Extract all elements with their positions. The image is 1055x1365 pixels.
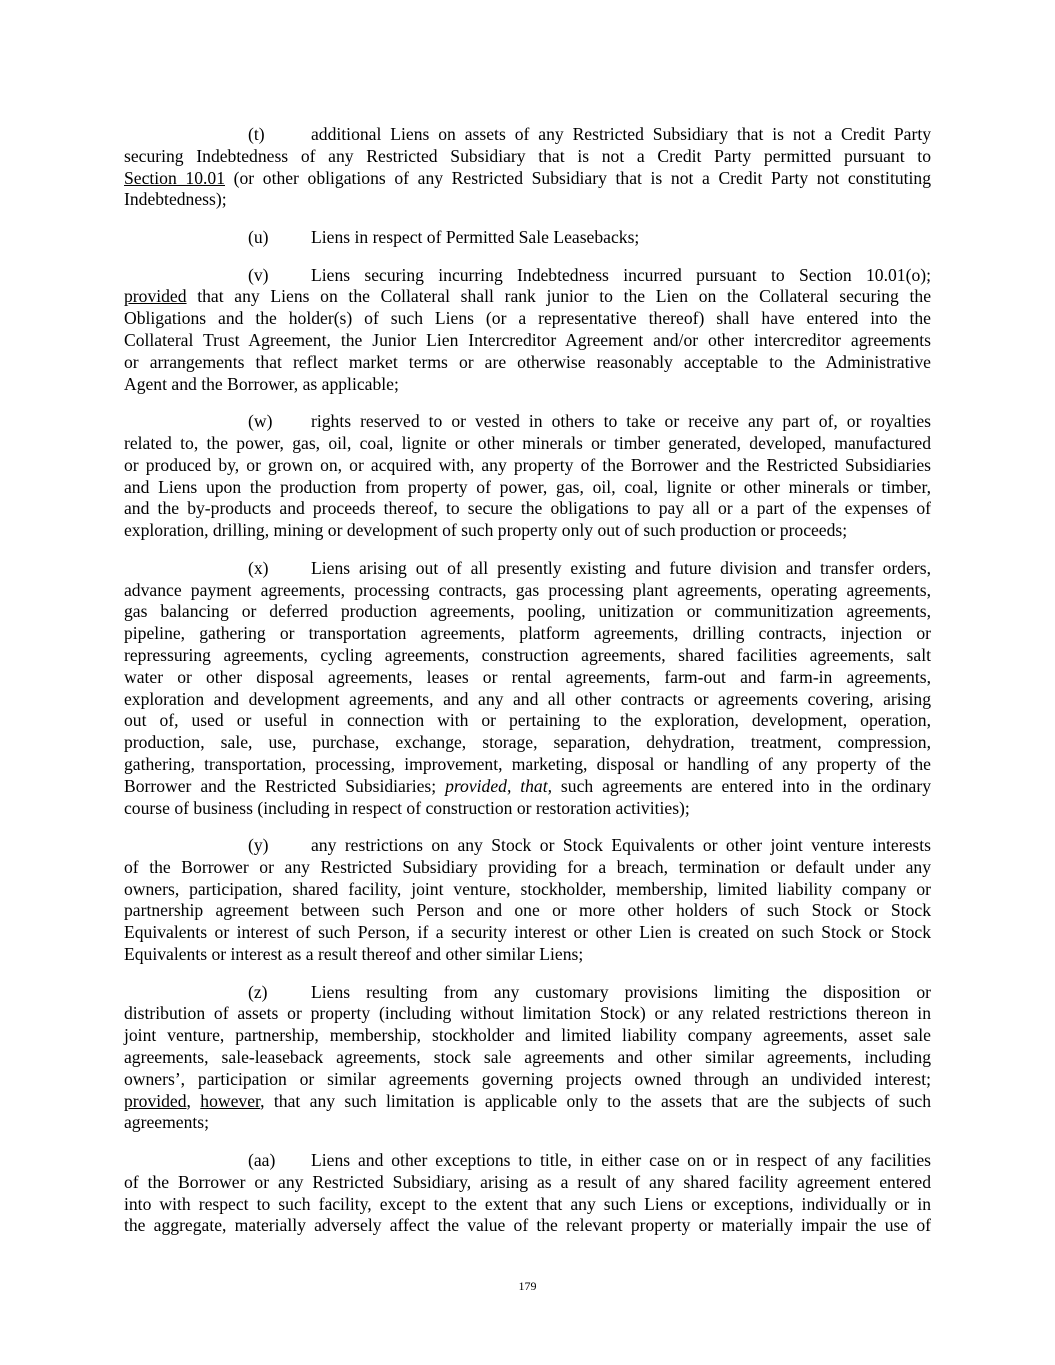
text-segment: course of business (including in respect of construction or restoration activities); bbox=[124, 797, 690, 818]
text-line bbox=[124, 835, 931, 857]
clause-label: (v) bbox=[248, 264, 269, 285]
text-line bbox=[124, 498, 931, 520]
text-segment: of the Borrower or any Restricted Subsidiary, arising as a result of any shared facility agreement entered bbox=[124, 1171, 931, 1192]
text-segment: water or other disposal agreements, leases or rental agreements, farm-out and farm-in agreements, bbox=[124, 666, 931, 687]
text-segment: or arrangements that reflect market terms or are otherwise reasonably acceptable to the Administrative bbox=[124, 351, 931, 372]
clause-paragraph bbox=[124, 982, 931, 1135]
clause-label: (t) bbox=[248, 124, 265, 144]
clause-label: (aa) bbox=[248, 1150, 276, 1171]
text-line bbox=[124, 455, 931, 477]
clause-paragraph bbox=[124, 411, 931, 542]
text-line bbox=[124, 623, 931, 645]
text-line bbox=[124, 1025, 931, 1047]
text-line bbox=[124, 732, 931, 754]
text-line bbox=[124, 879, 931, 901]
text-line bbox=[124, 124, 931, 146]
text-segment: gas balancing or deferred production agreements, pooling, unitization or communitization agreements, bbox=[124, 601, 931, 622]
text-line bbox=[124, 1150, 931, 1172]
text-segment: exploration, drilling, mining or development of such property only out of such production or proceeds; bbox=[124, 520, 848, 541]
text-line bbox=[124, 857, 931, 879]
text-line bbox=[124, 922, 931, 944]
text-segment: Equivalents or interest as a result thereof and other similar Liens; bbox=[124, 944, 584, 965]
text-line bbox=[124, 286, 931, 308]
text-segment: owners’, participation or similar agreements governing projects owned through an undivided interest; bbox=[124, 1068, 931, 1089]
text-line bbox=[124, 689, 931, 711]
text-line bbox=[124, 265, 931, 287]
text-segment: agreements; bbox=[124, 1112, 209, 1133]
text-line bbox=[124, 411, 931, 433]
clause-label: (y) bbox=[248, 835, 269, 856]
text-segment: advance payment agreements, processing contracts, gas processing plant agreements, operating agreements, bbox=[124, 579, 931, 600]
text-line bbox=[124, 1112, 931, 1134]
text-line bbox=[124, 520, 931, 542]
text-segment: Obligations and the holder(s) of such Liens (or a representative thereof) shall have entered into the bbox=[124, 308, 931, 329]
text-segment: Liens securing incurring Indebtedness incurred pursuant to Section 10.01(o); bbox=[311, 264, 931, 285]
text-segment: Liens arising out of all presently existing and future division and transfer orders, bbox=[311, 557, 931, 578]
text-segment: Collateral Trust Agreement, the Junior Lien Intercreditor Agreement and/or other intercreditor agreements bbox=[124, 329, 931, 350]
text-line bbox=[124, 352, 931, 374]
text-line bbox=[124, 1003, 931, 1025]
text-segment: , bbox=[186, 1090, 201, 1111]
text-line bbox=[124, 374, 931, 396]
text-segment: rights reserved to or vested in others to take or receive any part of, or royalties bbox=[311, 411, 931, 432]
text-segment: any restrictions on any Stock or Stock Equivalents or other joint venture interests bbox=[311, 835, 931, 856]
text-segment: pipeline, gathering or transportation agreements, platform agreements, drilling contracts, injection or bbox=[124, 623, 931, 644]
text-line bbox=[124, 227, 931, 249]
text-line bbox=[124, 776, 931, 798]
text-line bbox=[124, 645, 931, 667]
italic-term: provided, that, bbox=[445, 775, 553, 796]
text-segment: Borrower and the Restricted Subsidiaries; bbox=[124, 775, 446, 796]
text-line bbox=[124, 982, 931, 1004]
text-line bbox=[124, 477, 931, 499]
text-line bbox=[124, 900, 931, 922]
text-line bbox=[124, 580, 931, 602]
clause-paragraph bbox=[124, 265, 931, 396]
text-segment: joint venture, partnership, membership, stockholder and limited liability company agreements, asset sale bbox=[124, 1025, 931, 1046]
text-segment: repressuring agreements, cycling agreements, construction agreements, shared facilities agreements, salt bbox=[124, 644, 931, 665]
text-line bbox=[124, 1215, 931, 1237]
text-segment: partnership agreement between such Person and one or more other holders of such Stock or Stock bbox=[124, 900, 931, 921]
clause-label: (z) bbox=[248, 981, 268, 1002]
text-line bbox=[124, 168, 931, 190]
text-segment: gathering, transportation, processing, improvement, marketing, disposal or handling of any property of the bbox=[124, 753, 931, 774]
text-line bbox=[124, 1194, 931, 1216]
text-line bbox=[124, 667, 931, 689]
text-line bbox=[124, 1172, 931, 1194]
text-segment: production, sale, use, purchase, exchange, storage, separation, dehydration, treatment, compression, bbox=[124, 732, 931, 753]
text-segment: Liens resulting from any customary provisions limiting the disposition or bbox=[311, 981, 931, 1002]
text-line bbox=[124, 1047, 931, 1069]
text-segment: distribution of assets or property (including without limitation Stock) or any related restrictions thereon in bbox=[124, 1003, 931, 1024]
text-segment: agreements, sale-leaseback agreements, stock sale agreements and other similar agreements, including bbox=[124, 1047, 931, 1068]
text-segment: additional Liens on assets of any Restricted Subsidiary that is not a Credit Party bbox=[311, 124, 931, 144]
text-segment: Liens in respect of Permitted Sale Leasebacks; bbox=[311, 226, 640, 247]
text-segment: or produced by, or grown on, or acquired with, any property of the Borrower and the Restricted Subsidiaries bbox=[124, 454, 931, 475]
clause-paragraph bbox=[124, 124, 931, 211]
page-number: 179 bbox=[518, 1279, 537, 1293]
text-line bbox=[124, 558, 931, 580]
clause-paragraph bbox=[124, 1150, 931, 1237]
text-line bbox=[124, 710, 931, 732]
text-segment: securing Indebtedness of any Restricted Subsidiary that is not a Credit Party permitted pursuant to bbox=[124, 145, 931, 166]
text-segment: and the by-products and proceeds thereof, to secure the obligations to pay all or a part of the expenses of bbox=[124, 498, 931, 519]
text-segment: related to, the power, gas, oil, coal, lignite or other minerals or timber generated, developed, manufactured bbox=[124, 432, 931, 453]
underlined-term: provided bbox=[124, 1090, 187, 1111]
text-line bbox=[124, 944, 931, 966]
text-segment: Equivalents or interest of such Person, if a security interest or other Lien is created on such Stock or Stock bbox=[124, 922, 931, 943]
text-segment: into with respect to such facility, except to the extent that any such Liens or exceptions, individually or in bbox=[124, 1193, 931, 1214]
text-line bbox=[124, 601, 931, 623]
text-segment: (or other obligations of any Restricted Subsidiary that is not a Credit Party not constituting bbox=[225, 167, 931, 188]
underlined-term: Section 10.01 bbox=[124, 167, 225, 188]
text-segment: that any Liens on the Collateral shall rank junior to the Lien on the Collateral securing the bbox=[186, 286, 931, 307]
text-line bbox=[124, 798, 931, 820]
text-segment: owners, participation, shared facility, joint venture, stockholder, membership, limited liability company or bbox=[124, 878, 931, 899]
clause-paragraph bbox=[124, 835, 931, 966]
text-segment: and Liens upon the production from property of power, gas, oil, coal, lignite or other minerals or timber, bbox=[124, 476, 931, 497]
text-line bbox=[124, 754, 931, 776]
text-line bbox=[124, 189, 931, 211]
text-segment: Liens and other exceptions to title, in either case on or in respect of any facilities bbox=[311, 1150, 931, 1171]
text-line bbox=[124, 1091, 931, 1113]
text-line bbox=[124, 330, 931, 352]
clause-label: (u) bbox=[248, 226, 269, 247]
clause-paragraph bbox=[124, 227, 931, 249]
clause-paragraph bbox=[124, 558, 931, 820]
text-segment: exploration and development agreements, and any and all other contracts or agreements covering, arising bbox=[124, 688, 931, 709]
text-segment: Indebtedness); bbox=[124, 189, 227, 210]
text-line bbox=[124, 308, 931, 330]
text-segment: the aggregate, materially adversely affect the value of the relevant property or materially impair the use of bbox=[124, 1215, 931, 1236]
underlined-term: however bbox=[200, 1090, 261, 1111]
text-segment: of the Borrower or any Restricted Subsidiary providing for a breach, termination or default under any bbox=[124, 856, 931, 877]
text-line bbox=[124, 1069, 931, 1091]
text-line bbox=[124, 433, 931, 455]
text-line bbox=[124, 146, 931, 168]
text-segment: out of, used or useful in connection with or pertaining to the exploration, development, operation, bbox=[124, 710, 931, 731]
text-segment: Agent and the Borrower, as applicable; bbox=[124, 373, 399, 394]
clause-label: (x) bbox=[248, 557, 269, 578]
underlined-term: provided bbox=[124, 286, 187, 307]
document-body bbox=[124, 124, 931, 1253]
text-segment: , that any such limitation is applicable only to the assets that are the subjects of such bbox=[260, 1090, 931, 1111]
text-segment: such agreements are entered into in the ordinary bbox=[552, 775, 931, 796]
clause-label: (w) bbox=[248, 411, 273, 432]
